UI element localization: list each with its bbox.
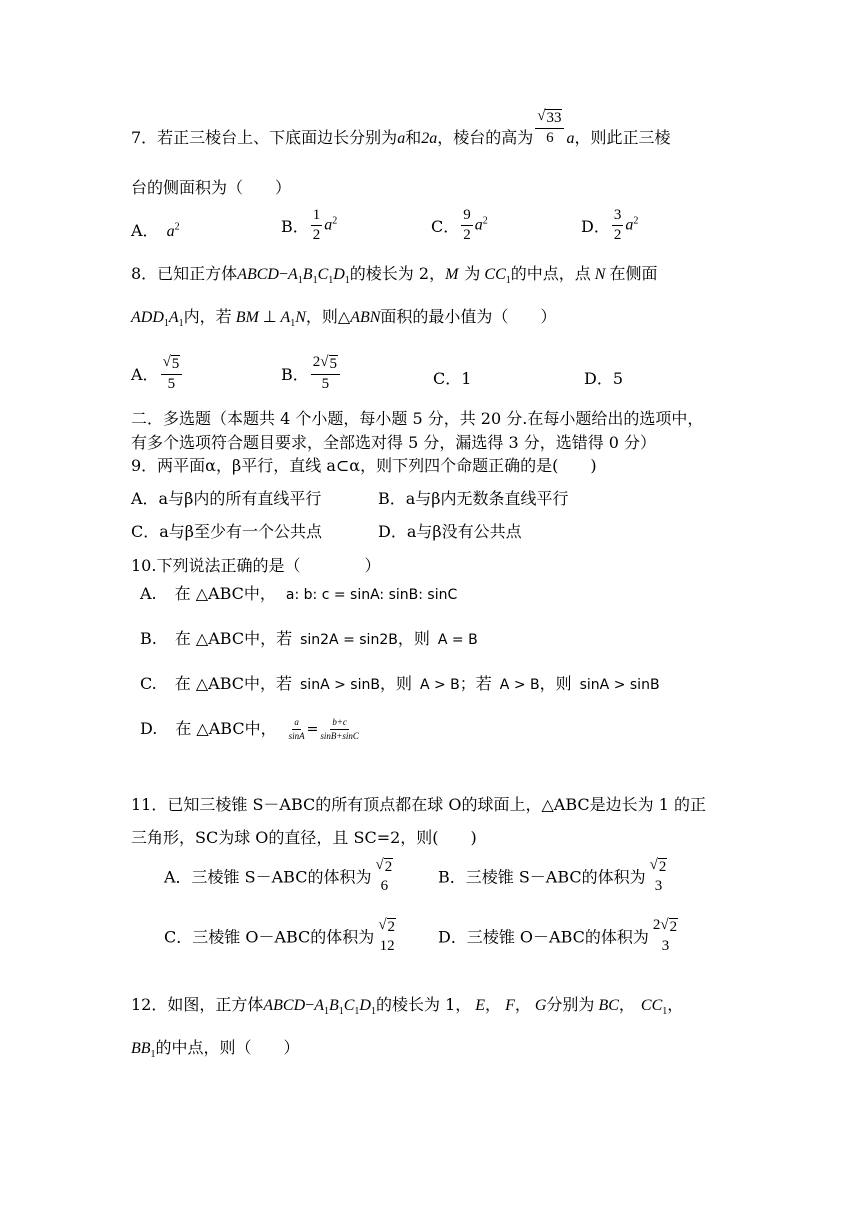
q8-text: 为 [464,264,481,283]
equals-sign: = [306,721,319,738]
edge-cc1: $CC_1$ [484,266,511,287]
q7-text: ，棱台的高为 [437,128,534,147]
option-text: ，则 [379,674,412,693]
face-add1a1: $ADD_1A_1$ [131,309,184,330]
option-label: A． [131,221,159,240]
option-text: ；若 [459,674,492,693]
edge-bc: BC [598,997,619,1014]
fraction: $\frac{1}{2}$ [312,207,321,243]
height-fraction: √ 33 6 [535,109,564,146]
math-var: F [505,997,515,1014]
q11-option-d [438,918,682,954]
fraction: √ 2 3 [649,857,667,894]
q7-option-c [431,208,488,243]
fraction: $\frac{a}{\sin A}$ [288,717,305,741]
q7-option-a [131,218,180,241]
q9-option-c: C．a与β至少有一个公共点 [131,522,323,541]
math-var: a [474,216,483,234]
cube-name: $ABCD-A_1B_1C_1D_1$ [263,997,376,1018]
math-var: a [625,216,634,234]
option-label: B． [281,217,309,236]
triangle-abn: ABN [350,309,381,326]
math-expression: sinA > sinB [300,677,380,693]
option-label: C. [140,674,157,693]
math-var: a [324,216,333,234]
q8-line1 [131,264,657,291]
q7-line1 [131,108,671,149]
exponent: 2 [332,215,338,227]
option-label: C． [431,217,460,236]
exponent: 2 [482,215,488,227]
perp-condition: BM ⊥ $A_1N$ [235,309,306,330]
q12-line2 [131,1038,300,1065]
option-text: C．三棱锥 O－ABC的体积为 [164,927,375,947]
option-label: D. [140,719,158,738]
q7-line2: 台的侧面积为（ ） [131,178,292,197]
edge-cc1: $CC_1$ [640,997,668,1018]
q11-line2: 三角形，SC为球 O的直径，且 SC=2，则( ) [131,828,477,847]
option-text: D．三棱锥 O－ABC的体积为 [438,927,649,947]
q7-text: ，则此正三棱 [574,128,671,147]
option-text: ，则 [397,629,430,648]
math-expression: A = B [437,632,478,648]
q9-option-a: A．a与β内的所有直线平行 [131,489,322,508]
option-label: B. [140,629,157,648]
math-var: a [566,130,575,147]
option-text: B．三棱锥 S－ABC的体积为 [438,867,646,887]
q7-option-b [281,208,337,243]
exponent: 2 [174,221,180,233]
q10-stem: 10.下列说法正确的是（ ） [131,556,381,575]
q10-option-c [140,674,660,695]
fraction: 2 √ 2 3 [652,917,678,954]
q8-line2 [131,307,556,334]
math-expression: A > B [419,677,460,693]
exponent: 2 [633,215,639,227]
q12-text: 分别为 [546,995,595,1014]
q11-option-a [164,858,397,894]
q8-text: ，则△ [305,307,351,326]
option-label: A. [140,584,157,603]
q8-text: 面积的最小值为（ ） [380,307,557,326]
q8-text: 内，若 [183,307,232,326]
math-var: 2a [421,130,438,147]
option-text: 在 △ABC中， [175,719,277,738]
option-label: B． [281,365,309,384]
fraction: $\frac{b+c}{\sin B+\sin C}$ [320,717,359,741]
q12-line1: 12．如图，正方体$ABCD-A_1B_1C_1D_1$的棱长为 1， E， F， G分别为 BC， $CC_1$， [131,995,684,1018]
edge-bb1: $BB_1$ [131,1040,156,1061]
fraction: √ 2 6 [375,857,393,894]
q8-option-d: D．5 [584,369,624,388]
q8-text: 的棱长为 2， [349,264,446,283]
radicand: 33 [546,110,562,126]
math-expression: A > B [499,677,540,693]
q10-option-d [140,718,361,741]
option-text: A．三棱锥 S－ABC的体积为 [164,867,372,887]
q9-option-b: B．a与β内无数条直线平行 [378,489,569,508]
option-text: ，则 [539,674,572,693]
fraction: √ 5 5 [161,355,183,392]
section2-line2: 有多个选项符合题目要求，全部选对得 5 分，漏选得 3 分，选错得 0 分） [131,433,657,452]
q10-option-a [140,584,457,605]
math-var: a [166,223,175,240]
q9-option-d: D．a与β没有公共点 [378,522,522,541]
q12-text: 的中点，则（ ） [155,1038,300,1057]
q11-option-c [164,918,400,954]
math-var: G [534,997,547,1014]
q7-text: 和 [405,128,422,147]
q8-option-a [131,355,184,392]
q8-text: 在侧面 [609,264,658,283]
q12-text: 的棱长为 1， [375,995,472,1014]
option-text: 在 △ABC中，若 [174,674,293,693]
math-var: E [475,997,486,1014]
cube-name: $ABCD-A_1B_1C_1D_1$ [237,266,350,287]
fraction: $\frac{9}{2}$ [463,207,471,243]
math-var: M [445,266,459,283]
fraction: 2 √ 5 5 [311,355,340,392]
q12-text: 12．如图，正方体 [131,995,264,1014]
q11-line1: 11．已知三棱锥 S－ABC的所有顶点都在球 O的球面上，△ABC是边长为 1 的正 [131,795,706,814]
option-label: D． [581,217,610,236]
fraction: $\frac{3}{2}$ [613,207,622,243]
q8-text: 8．已知正方体 [131,264,238,283]
q8-text: 的中点，点 [510,264,591,283]
q8-option-b [281,355,342,392]
q7-text: 7．若正三棱台上、下底面边长分别为 [131,128,398,147]
denominator: 6 [546,130,554,146]
q10-option-b [140,629,478,650]
option-text: 在 △ABC中， [174,584,276,603]
math-var: N [594,266,606,283]
math-expression: sinA > sinB [579,677,660,693]
option-label: A． [131,365,159,384]
q7-option-d [581,208,638,243]
math-expression: a: b: c = sinA: sinB: sinC [285,587,458,603]
fraction: √ 2 12 [378,917,396,954]
option-text: 在 △ABC中，若 [174,629,293,648]
section2-line1: 二．多选题（本题共 4 个小题，每小题 5 分，共 20 分.在每小题给出的选项中， [131,409,704,428]
math-var: a [397,130,406,147]
q9-stem: 9．两平面α，β平行，直线 a⊂α，则下列四个命题正确的是( ) [131,456,597,475]
q8-option-c: C．1 [433,369,472,388]
q11-option-b [438,858,671,894]
math-expression: sin2A = sin2B [300,632,398,648]
